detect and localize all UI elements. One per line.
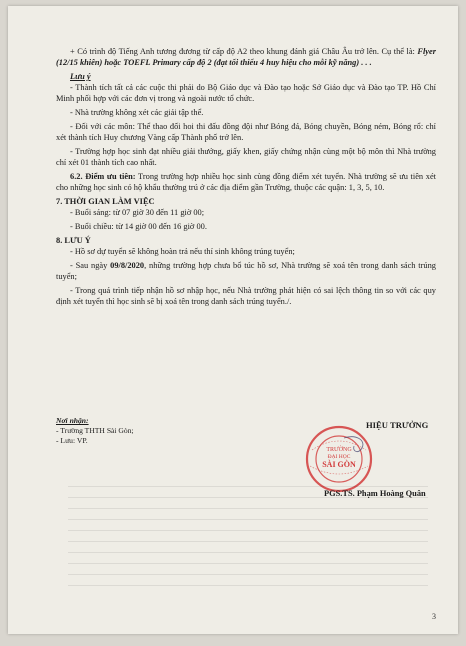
- stamp-line-1: TRƯỜNG: [326, 447, 352, 453]
- note-item: - Thành tích tất cả các cuộc thi phải do Bộ Giáo dục và Đào tạo hoặc Sở Giáo dục và Đào tạo TP. Hồ Chí Minh phối hợp với các đơn vị trong và ngoài nước tổ chức.: [56, 83, 436, 103]
- document-page: [8, 6, 458, 634]
- note-item: - Sau ngày 09/8/2020, những trường hợp chưa bổ túc hồ sơ, Nhà trường sẽ xoá tên trong danh sách trúng tuyển;: [56, 261, 436, 281]
- note-item: - Trong quá trình tiếp nhận hồ sơ nhập học, nếu Nhà trường phát hiện có sai lệch thông tin so với các quy định xét tuyển thì học sinh sẽ bị xoá tên trong danh sách trúng tuyển./.: [56, 286, 436, 306]
- deadline-date: 09/8/2020: [110, 261, 145, 270]
- document-body: [56, 46, 436, 307]
- recipients-heading: Nơi nhận:: [56, 416, 89, 425]
- section-8-heading: 8. LƯU Ý: [56, 236, 91, 245]
- priority-label: 6.2. Điểm ưu tiên:: [70, 172, 136, 181]
- stamp-line-3: SÀI GÒN: [322, 460, 356, 469]
- signature-area: [276, 416, 436, 496]
- english-requirement-detail: Flyer (12/15 khiên) hoặc TOEFL Primary cấp độ 2 (đạt tối thiểu 4 huy hiệu cho mỗi kỹ năng) . . .: [56, 47, 436, 67]
- page-number: 3: [432, 612, 436, 621]
- stamp-line-2: ĐẠI HỌC: [327, 454, 351, 460]
- section-7-heading: 7. THỜI GIAN LÀM VIỆC: [56, 197, 155, 206]
- note-item: - Hồ sơ dự tuyển sẽ không hoàn trả nếu thí sinh không trúng tuyển;: [70, 247, 295, 256]
- bleed-through-shadow: [68, 486, 428, 596]
- note-item: - Trường hợp học sinh đạt nhiều giải thưởng, giấy khen, giấy chứng nhận cùng một bộ môn thì Nhà trường chỉ xét 01 thành tích cao nhất.: [56, 147, 436, 167]
- university-stamp: [304, 424, 374, 494]
- note-item: - Đối với các môn: Thể thao đối hoi thi đấu đồng đội như Bóng đá, Bóng chuyền, Bóng ném, Bóng rổ: chỉ xét thành tích Huy chương Vàng cấp Thành phố trở lên.: [56, 122, 436, 142]
- signer-title: HIỆU TRƯỞNG: [366, 420, 429, 430]
- note-item: - Nhà trường không xét các giải tập thể.: [70, 108, 204, 117]
- note-heading: Lưu ý: [70, 72, 91, 81]
- english-requirement: + Có trình độ Tiếng Anh tương đương từ cấp độ A2 theo khung đánh giá Châu Âu trở lên. Cụ thể là: Flyer (12/15 khiên) hoặc TOEFL Primary cấp độ 2 (đạt tối thiểu 4 huy hiệu cho mỗi kỹ năng) . . .: [56, 47, 436, 67]
- morning-hours: - Buổi sáng: từ 07 giờ 30 đến 11 giờ 00;: [70, 208, 205, 217]
- recipients: [56, 416, 206, 446]
- recipient-item: - Lưu: VP.: [56, 436, 88, 445]
- priority-paragraph: 6.2. Điểm ưu tiên: Trong trường hợp nhiều học sinh cùng đồng điểm xét tuyển. Nhà trường sẽ ưu tiên xét cho những học sinh có hộ khẩu thường trú ở các địa điểm gần Trường, thuộc các quận: 1, 3, 5, 10.: [56, 172, 436, 192]
- recipient-item: - Trường THTH Sài Gòn;: [56, 426, 134, 435]
- signer-name: PGS.TS. Phạm Hoàng Quân: [324, 489, 426, 498]
- afternoon-hours: - Buổi chiều: từ 14 giờ 00 đến 16 giờ 00.: [70, 222, 207, 231]
- signature-block: [56, 416, 436, 496]
